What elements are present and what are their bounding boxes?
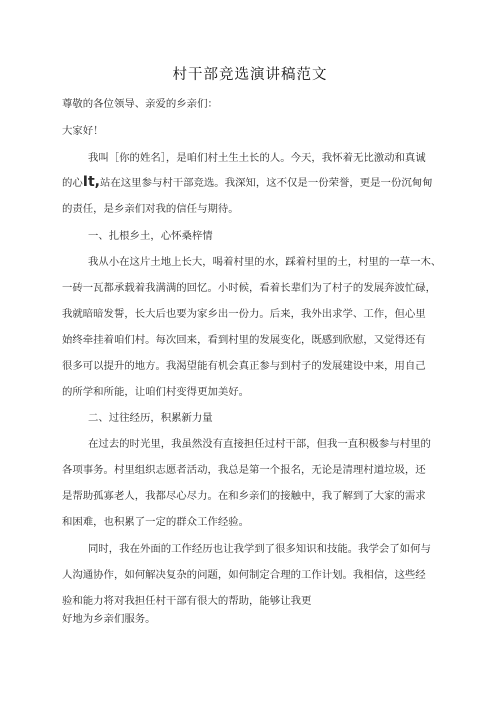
text-fragment: 的心 <box>62 177 83 189</box>
section-heading: 一、扎根乡土，心怀桑梓情 <box>88 230 213 242</box>
salutation: 尊敬的各位领导、亲爱的乡亲们： <box>62 98 218 110</box>
paragraph-line: 始终牵挂着咱们村。每次回来，看到村里的发展变化，既感到欣慰，又觉得还有 <box>62 334 426 346</box>
paragraph-line: 我从小在这片土地上长大，喝着村里的水，踩着村里的土，村里的一草一木、 <box>88 256 442 268</box>
paragraph-line: 的所学和所能，让咱们村变得更加美好。 <box>62 386 250 398</box>
paragraph-line <box>62 174 433 190</box>
paragraph-line: 好地为乡亲们服务。 <box>62 613 156 625</box>
paragraph-line: 我叫［你的姓名］，是咱们村土生土长的人。今天，我怀着无比激动和真诚 <box>88 152 426 164</box>
greeting: 大家好！ <box>62 125 104 137</box>
paragraph-line: 是帮助孤寡老人，我都尽心尽力。在和乡亲们的接触中，我了解到了大家的需求 <box>62 490 426 502</box>
paragraph-line: 我就暗暗发誓，长大后也要为家乡出一份力。后来，我外出求学、工作，但心里 <box>62 308 426 320</box>
text-fragment: 站在这里参与村干部竞选。我深知，这不仅是一份荣誉，更是一份沉甸甸 <box>100 177 433 189</box>
section-heading: 二、过往经历，积累新力量 <box>88 412 213 424</box>
paragraph-line: 的责任，是乡亲们对我的信任与期待。 <box>62 203 239 215</box>
paragraph-line: 同时，我在外面的工作经历也让我学到了很多知识和技能。我学会了如何与 <box>88 543 431 555</box>
paragraph-line: 验和能力将对我担任村干部有很大的帮助，能够让我更 <box>62 595 312 607</box>
paragraph-line: 一砖一瓦都承载着我满满的回忆。小时候，看着长辈们为了村子的发展奔波忙碌， <box>62 282 437 294</box>
paragraph-line: 和困难，也积累了一定的群众工作经验。 <box>62 516 250 528</box>
paragraph-line: 各项事务。村里组织志愿者活动，我总是第一个报名，无论是清理村道垃圾，还 <box>62 464 426 476</box>
document-title: 村干部竞选演讲稿范文 <box>172 67 328 83</box>
paragraph-line: 人沟通协作，如何解决复杂的问题，如何制定合理的工作计划。我相信，这些经 <box>62 569 426 581</box>
paragraph-line: 在过去的时光里，我虽然没有直接担任过村干部，但我一直积极参与村里的 <box>88 438 431 450</box>
stray-glyph: It, <box>82 174 101 190</box>
paragraph-line: 很多可以提升的地方。我渴望能有机会真正参与到村子的发展建设中来，用自己 <box>62 360 426 372</box>
